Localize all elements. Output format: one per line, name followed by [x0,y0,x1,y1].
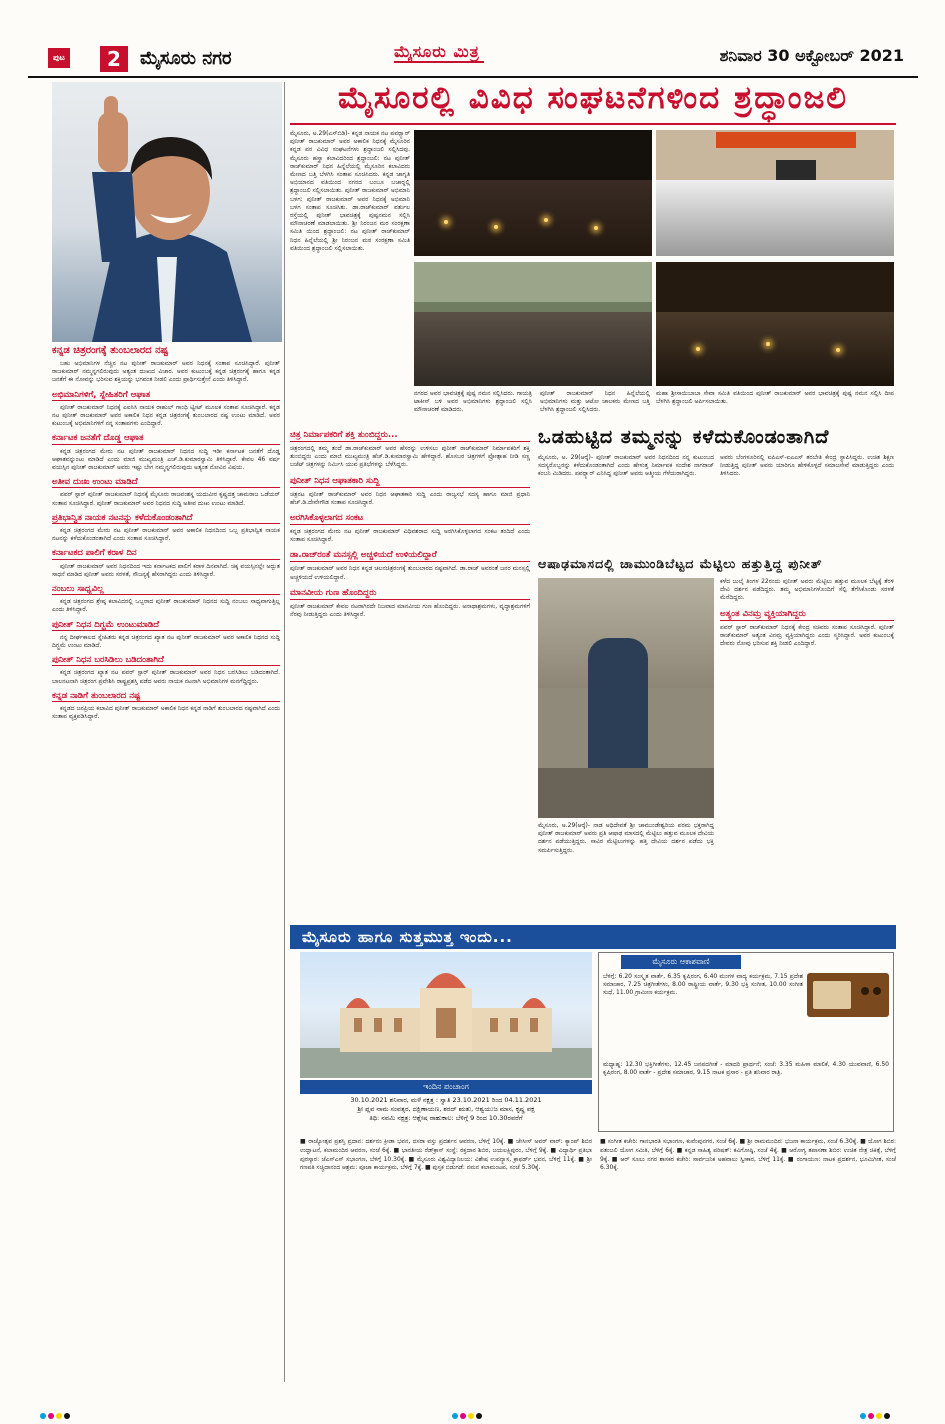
left-section-body: ಕನ್ನಡದ ಜನಪ್ರಿಯ ಕಲಾವಿದ ಪುನೀತ್ ರಾಜಕುಮಾರ್ ಅಕಾಲಿಕ ನಿಧನ ಕನ್ನಡ ನಾಡಿಗೆ ತುಂಬಲಾರದ ನಷ್ಟವಾಗಿದೆ ಎಂದು ಸಂತಾಪ ವ್ಯಕ್ತಪಡಿಸಿದ್ದಾರೆ. [52,705,280,721]
issue-date: ಶನಿವಾರ 30 ಅಕ್ಟೋಬರ್ 2021 [719,46,904,65]
left-section-head: ಅತೀವ ದುಃಖ ಉಂಟು ಮಾಡಿದೆ [52,478,280,488]
mutt-tribute-photo [656,130,894,256]
fans-group-photo [414,262,652,386]
page-number: 2 [100,46,128,72]
radio-afternoon: ಮಧ್ಯಾಹ್ನ: 12.30 ಭಕ್ತಿಗೀತೆಗಳು, 12.45 ಜನಪದಗೀತೆ - ಮಾದರಿ ಪ್ರಾರ್ಥನೆ; ಸಂಜೆ: 3.35 ಮಹಿಳಾ ಮಾಲಿಕೆ, 4.30 ಯುವವಾಣಿ, 6.50 ಕೃಷಿರಂಗ, 8.00 ವಾರ್ತೆ - ಪ್ರದೇಶ ಸಮಾಚಾರ, 9.15 ನಾಟಕ ಪ್ರಸಾರ - ಪ್ರತಿ ಶನಿವಾರ ರಾತ್ರಿ. [603,1061,889,1077]
article-body: ಪುನೀತ್ ರಾಜಕುಮಾರ್ ಅವರ ನಿಧನ ಕನ್ನಡ ಚಲನಚಿತ್ರರಂಗಕ್ಕೆ ತುಂಬಲಾರದ ನಷ್ಟವಾಗಿದೆ. ಡಾ.ರಾಜ್ ಅವರಂತೆ ಜನರ ಮನಸ್ಸಲ್ಲಿ ಅಚ್ಚಳಿಯದೆ ಉಳಿಯಲಿದ್ದಾರೆ. [290,565,530,581]
steps-column [720,578,894,918]
radio-icon [807,973,889,1017]
masthead [28,42,918,76]
photo-caption-mid: ನಗರದ ಅವರ ಭಾವಚಿತ್ರಕ್ಕೆ ಪುಷ್ಪ ನಮನ ಸಲ್ಲಿಸಿದರು. ಗಾಯತ್ರಿ ಟಾಕೀಸ್ ಬಳಿ ಅವರ ಅಭಿಮಾನಿಗಳು ಶ್ರದ್ಧಾಂಜಲಿ ಸಲ್ಲಿಸಿ ಮೌನಾಚರಣೆ ಮಾಡಿದರು. [414,390,532,414]
top-rule [28,76,918,78]
steps-photo [538,578,714,818]
hero-photo [52,82,282,342]
panchanga-line: ತಿಥಿ: ನವಮಿ ನಕ್ಷತ್ರ: ಆಶ್ಲೇಷ ರಾಹುಕಾಲ: ಬೆಳಿಗ್ಗೆ 9 ರಿಂದ 10.30ರವರೆಗೆ [369,1114,523,1122]
article-head: ಪುನೀತ್ ನಿಧನ ಆಘಾತಕಾರಿ ಸುದ್ದಿ [290,476,530,488]
article-head: ಚಿತ್ರ ನಿರ್ಮಾಪಕರಿಗೆ ಶಕ್ತಿ ತುಂಬಿದ್ದರು... [290,430,530,442]
events-listing [300,1138,896,1374]
column-divider [284,82,285,1382]
palace-illustration [300,952,592,1078]
photo-caption-right1: ಪುನೀತ್ ರಾಜಕುಮಾರ್ ನಿಧನ ಹಿನ್ನೆಲೆಯಲ್ಲಿ ಅಭಿಮಾನಿಗಳು ಮತ್ತು ಆಟೋ ಚಾಲಕರು ಮೇಣದ ಬತ್ತಿ ಬೆಳಗಿಸಿ ಶ್ರದ್ಧಾಂಜಲಿ ಸಲ್ಲಿಸಿದರು. [540,390,650,414]
radio-morning: ಬೆಳಿಗ್ಗೆ: 6.20 ಸಂಸ್ಕೃತ ವಾರ್ತೆ, 6.35 ಕೃಷಿರಂಗ, 6.40 ಮಂಗಳ ವಾದ್ಯ ಕರ್ಯಕ್ರಮ, 7.15 ಪ್ರದೇಶ ಸಮಾಚಾರ, 7.25 ಚಿತ್ರಗೀತೆಗಳು, 8.00 ರಾಷ್ಟ್ರೀಯ ವಾರ್ತೆ, 9.30 ಭಕ್ತಿ ಸಂಗೀತ, 10.00 ಸಂಗೀತ ಸುಧೆ, 11.00 ಗ್ರಾಮೀಣ ಕರ್ಯಕ್ರಮ. [603,973,803,997]
section-name: ಮೈಸೂರು ನಗರ [140,48,232,69]
candle-vigil-photo [414,130,652,256]
steps-body: ಕಳೆದ ಜುಲೈ ತಿಂಗಳ 22ರಂದು ಪುನೀತ್ ಅವರು ಮೆಟ್ಟಿಲು ಹತ್ತುವ ಮೂಲಕ ಬೆಟ್ಟಕ್ಕೆ ತೆರಳಿ ದೇವಿ ದರ್ಶನ ಪಡೆದಿದ್ದರು. ತಮ್ಮ ಅಭಿಮಾನಿಗಳೊಂದಿಗೆ ಸೆಲ್ಫಿ ತೆಗೆಸಿಕೊಂಡು ಸರಳತೆ ಮೆರೆದಿದ್ದರು. [720,578,894,602]
article-body: ಚಿತ್ರರಂಗದಲ್ಲಿ ತಮ್ಮ ತಂದೆ ಡಾ.ರಾಜ್‍ಕುಮಾರ್ ಅವರ ಹೆಸರನ್ನು ಉಳಿಸಲು ಪುನೀತ್ ರಾಜ್‍ಕುಮಾರ್ ನಿರ್ಮಾಪಕರಿಗೆ ಶಕ್ತಿ ತುಂಬಿದ್ದರು ಎಂದು ಮಾಜಿ ಮುಖ್ಯಮಂತ್ರಿ ಹೆಚ್.ಡಿ.ಕುಮಾರಸ್ವಾಮಿ ಹೇಳಿದ್ದಾರೆ. ಹೊಸಬರ ಚಿತ್ರಗಳಿಗೆ ಪ್ರೋತ್ಸಾಹ ನೀಡಿ ಸಣ್ಣ ಬಜೆಟ್ ಚಿತ್ರಗಳನ್ನು ನಿರ್ಮಿಸಿ ಯುವ ಪ್ರತಿಭೆಗಳನ್ನು ಬೆಳೆಸಿದ್ದರು. [290,445,530,469]
brother-col2: ಅವರು ಬೆಂಗಳೂರಿನಲ್ಲಿ ಐಪಿಎಸ್-ಐಎಎಸ್ ತರಬೇತಿ ಕೇಂದ್ರ ಸ್ಥಾಪಿಸಿದ್ದರು. ಉಚಿತ ಶಿಕ್ಷಣ ನೀಡುತ್ತಿದ್ದ ಪುನೀತ್ ಅವರು ಯಾರಿಗೂ ಹೇಳಿಕೊಳ್ಳದೆ ಸಮಾಜಸೇವೆ ಮಾಡುತ್ತಿದ್ದರು ಎಂದು ತಿಳಿಸಿದರು. [720,454,894,478]
hero-caption: ಕನ್ನಡ ಚಿತ್ರರಂಗಕ್ಕೆ ತುಂಬಲಾರದ ನಷ್ಟ [52,345,169,356]
left-section-body: ನನ್ನ ದೀರ್ಘಕಾಲದ ಸ್ನೇಹಿತರು ಕನ್ನಡ ಚಿತ್ರರಂಗದ ಖ್ಯಾತ ನಟ ಪುನೀತ್ ರಾಜಕುಮಾರ್ ಅವರ ಅಕಾಲಿಕ ನಿಧನದ ಸುದ್ದಿ ದಿಗ್ಭ್ರಮೆ ಉಂಟು ಮಾಡಿದೆ. [52,633,280,650]
print-reg-marks-right [860,1404,900,1412]
left-section-body: ಪುನೀತ್ ರಾಜಕುಮಾರ್ ನಿಧನಕ್ಕೆ ಎಐಸಿಸಿ ನಾಯಕ ರಾಹುಲ್ ಗಾಂಧಿ ಟ್ವೀಟ್ ಮೂಲಕ ಸಂತಾಪ ಸೂಚಿಸಿದ್ದಾರೆ. ಕನ್ನಡ ನಟ ಪುನೀತ್ ರಾಜಕುಮಾರ್ ಅವರ ಅಕಾಲಿಕ ನಿಧನ ಕನ್ನಡ ಚಿತ್ರರಂಗಕ್ಕೆ ತುಂಬಲಾರದ ನಷ್ಟ ಉಂಟು ಮಾಡಿದೆ. ಅವರ ಕುಟುಂಬಕ್ಕೆ ಅಭಿಮಾನಿಗಳಿಗೆ ನನ್ನ ಸಂತಾಪಗಳು ಎಂದಿದ್ದಾರೆ. [52,403,280,428]
steps-sub-head: ಅತ್ಯಂತ ವಿನಮ್ರ ವ್ಯಕ್ತಿಯಾಗಿದ್ದರು [720,609,894,621]
left-column [52,360,280,722]
events-col2: ■ ಸಂಗೀತ ಕಚೇರಿ: ಗಾನಭಾರತಿ ಸಭಾಂಗಣ, ಕುವೆಂಪುನಗರ, ಸಂಜೆ 6ಕ್ಕೆ. ■ ಶ್ರೀ ರಾಮಮಂದಿರ: ಭಜನಾ ಕಾರ್ಯಕ್ರಮ, ಸಂಜೆ 6.30ಕ್ಕೆ. ■ ಯೋಗ ಶಿಬಿರ: ಪತಂಜಲಿ ಯೋಗ ಸಮಿತಿ, ಬೆಳಿಗ್ಗೆ 6ಕ್ಕೆ. ■ ಕನ್ನಡ ಸಾಹಿತ್ಯ ಪರಿಷತ್: ಕವಿಗೋಷ್ಠಿ, ಸಂಜೆ 4ಕ್ಕೆ. ■ ಆರೋಗ್ಯ ತಪಾಸಣಾ ಶಿಬಿರ: ಉಚಿತ ನೇತ್ರ ಚಿಕಿತ್ಸೆ, ಬೆಳಿಗ್ಗೆ 9ಕ್ಕೆ. ■ ಆರ್ ಸೂಲು ನಗರ ಶಾಸಕರ ಕಚೇರಿ: ಸಾರ್ವಜನಿಕ ಅಹವಾಲು ಸ್ವೀಕಾರ, ಬೆಳಿಗ್ಗೆ 11ಕ್ಕೆ. ■ ರಂಗಾಯಣ: ನಾಟಕ ಪ್ರದರ್ಶನ, ಭೂಮಿಗೀತ, ಸಂಜೆ 6.30ಕ್ಕೆ. [600,1138,896,1172]
portrait-illustration [52,82,282,342]
left-section-body: ಕನ್ನಡ ಚಿತ್ರರಂಗದ ಶ್ರೇಷ್ಠ ಕಲಾವಿದರಲ್ಲಿ ಒಬ್ಬರಾದ ಪುನೀತ್ ರಾಜಕುಮಾರ್ ನಿಧನದ ಸುದ್ದಿ ನಂಬಲು ಸಾಧ್ಯವಾಗುತ್ತಿಲ್ಲ ಎಂದು ತಿಳಿಸಿದ್ದಾರೆ. [52,598,280,614]
left-section-head: ಕರ್ನಾಟಕದ ಪಾಲಿಗೆ ಕರಾಳ ದಿನ [52,549,280,559]
left-section-head: ಅಭಿಮಾನಿಗಳಿಗೆ, ಸ್ನೇಹಿತರಿಗೆ ಆಘಾತ [52,391,280,401]
left-section-body: ಪವರ್ ಸ್ಟಾರ್ ಪುನೀತ್ ರಾಜಕುಮಾರ್ ನಿಧನಕ್ಕೆ ಮೈಸೂರು ರಾಜವಂಶಸ್ಥ ಯದುವೀರ ಕೃಷ್ಣದತ್ತ ಚಾಮರಾಜ ಒಡೆಯರ್ ಸಂತಾಪ ಸೂಚಿಸಿದ್ದಾರೆ. ಪುನೀತ್ ರಾಜಕುಮಾರ್ ಅವರ ನಿಧನದ ಸುದ್ದಿ ಅತೀವ ದುಃಖ ಉಂಟು ಮಾಡಿದೆ. [52,491,280,507]
left-section-body: ಕನ್ನಡ ಚಿತ್ರರಂಗದ ಮೇರು ನಟ ಪುನೀತ್ ರಾಜಕುಮಾರ್ ನಿಧನದ ಸುದ್ದಿ ಇಡೀ ಕರ್ನಾಟಕ ಜನತೆಗೆ ದೊಡ್ಡ ಆಘಾತವನ್ನುಂಟು ಮಾಡಿದೆ ಎಂದು ಮಾಜಿ ಮುಖ್ಯಮಂತ್ರಿ ಎಚ್.ಡಿ.ಕುಮಾರಸ್ವಾಮಿ ತಿಳಿಸಿದ್ದಾರೆ. ಕೇವಲ 46 ವರ್ಷ ವಯಸ್ಸಿನ ಪುನೀತ್ ರಾಜಕುಮಾರ್ ಅವರು ಇಷ್ಟು ಬೇಗ ನಮ್ಮನ್ನಗಲಿರುವುದು ಅತ್ಯಂತ ನೋವಿನ ವಿಷಯ. [52,447,280,472]
left-section-head: ನಂಬಲು ಸಾಧ್ಯವಿಲ್ಲ [52,585,280,595]
mid-articles [290,424,530,920]
steps-headline: ಆಷಾಢಮಾಸದಲ್ಲಿ ಚಾಮುಂಡಿಬೆಟ್ಟದ ಮೆಟ್ಟಿಲು ಹತ್ತುತ್ತಿದ್ದ ಪುನೀತ್ [538,556,823,571]
left-section-body: ಕನ್ನಡ ಚಿತ್ರರಂಗದ ಖ್ಯಾತ ನಟ ಪವರ್ ಸ್ಟಾರ್ ಪುನೀತ್ ರಾಜಕುಮಾರ್ ಅವರ ನಿಧನ ಬರಸಿಡಿಲು ಬಡಿದಂತಾಗಿದೆ. ಬಾಲನಟನಾಗಿ ಚಿತ್ರರಂಗ ಪ್ರವೇಶಿಸಿ ರಾಷ್ಟ್ರಪ್ರಶಸ್ತಿ ಪಡೆದ ಅವರು ನಾಯಕ ನಟನಾಗಿ ಅಭಿಮಾನಿಗಳ ಮನಗೆದ್ದಿದ್ದರು. [52,669,280,685]
left-section-head: ಪುನೀತ್ ನಿಧನ ಬರಸಿಡಿಲು ಬಡಿದಂತಾಗಿದೆ [52,656,280,666]
print-reg-marks-left [40,1404,80,1412]
article-head: ಅರಗಿಸಿಕೊಳ್ಳಲಾಗದ ಸಂಕಟ [290,513,530,525]
article-head: ಡಾ.ರಾಜ್‍ರಂತೆ ಮನಸ್ಸಲ್ಲಿ ಅಚ್ಚಳಿಯದೆ ಉಳಿಯಲಿದ್ದಾರೆ [290,550,530,562]
radio-schedule [598,952,894,1132]
left-section-head: ಕರ್ನಾಟಕ ಜನತೆಗೆ ದೊಡ್ಡ ಆಘಾತ [52,434,280,444]
left-intro: ಬಹು ಅಭಿಮಾನಿಗಳ ನೆಚ್ಚಿನ ನಟ ಪುನೀತ್ ರಾಜಕುಮಾರ್ ಅವರ ನಿಧನಕ್ಕೆ ಸಂತಾಪ ಸೂಚಿಸಿದ್ದಾರೆ. ಪುನೀತ್ ರಾಜಕುಮಾರ್ ನಮ್ಮನ್ನಗಲಿರುವುದು ಅತ್ಯಂತ ದುಃಖದ ವಿಚಾರ. ಅವರ ಕುಟುಂಬಕ್ಕೆ ಕನ್ನಡ ಚಿತ್ರರಂಗಕ್ಕೆ ಹಾಗೂ ಕನ್ನಡ ಜನತೆಗೆ ಈ ನೋವನ್ನು ಭರಿಸುವ ಶಕ್ತಿಯನ್ನು ಭಗವಂತ ನೀಡಲಿ ಎಂದು ಪ್ರಾರ್ಥಿಸುತ್ತೇನೆ ಎಂದು ತಿಳಿಸಿದ್ದಾರೆ. [52,360,280,384]
print-reg-marks-center [452,1404,492,1412]
main-headline: ಮೈಸೂರಲ್ಲಿ ವಿವಿಧ ಸಂಘಟನೆಗಳಿಂದ ಶ್ರದ್ಧಾಂಜಲಿ [337,80,849,116]
left-section-body: ಕನ್ನಡ ಚಿತ್ರರಂಗದ ಮೇರು ನಟ ಪುನೀತ್ ರಾಜಕುಮಾರ್ ಅವರ ಅಕಾಲಿಕ ನಿಧನದಿಂದ ಒಬ್ಬ ಪ್ರತಿಭಾನ್ವಿತ ನಾಯಕ ನಟನನ್ನು ಕಳೆದುಕೊಂಡಂತಾಗಿದೆ ಎಂದು ಸಂತಾಪ ಸೂಚಿಸಿದ್ದಾರೆ. [52,527,280,543]
page-tag: ಪುಟ [48,48,70,68]
brother-headline: ಒಡಹುಟ್ಟಿದ ತಮ್ಮನನ್ನು ಕಳೆದುಕೊಂಡಂತಾಗಿದೆ [538,426,830,448]
panchanga-details [300,1096,592,1134]
article-body: ಕನ್ನಡ ಚಿತ್ರರಂಗದ ಮೇರು ನಟ ಪುನೀತ್ ರಾಜಕುಮಾರ್ ವಿಧಿವಶರಾದ ಸುದ್ದಿ ಅರಗಿಸಿಕೊಳ್ಳಲಾಗದ ಸಂಕಟ ತಂದಿದೆ ಎಂದು ಸಂತಾಪ ಸೂಚಿಸಿದ್ದಾರೆ. [290,528,530,544]
events-col1: ■ ರಾಜ್ಯೋತ್ಸವ ಪ್ರಶಸ್ತಿ ಪ್ರದಾನ: ದರ್ಶನಂ ಕ್ರೀಡಾ ಭವನ, ದಸರಾ ವಸ್ತು ಪ್ರದರ್ಶನ ಆವರಣ, ಬೆಳಿಗ್ಗೆ 10ಕ್ಕೆ. ■ ಜೇಸೀಸ್ ಅವರ್ ವಾರ್: ಕ್ಯಾಂಪ್ ಶಿಬಿರ ಉದ್ಘಾಟನೆ, ಕಲಾಮಂದಿರ ಆವರಣ, ಸಂಜೆ 6ಕ್ಕೆ. ■ ಭಾರತೀಯ ರೆಡ್‍ಕ್ರಾಸ್ ಸಂಸ್ಥೆ: ರಕ್ತದಾನ ಶಿಬಿರ, ಜಯಲಕ್ಷ್ಮಿಪುರಂ, ಬೆಳಿಗ್ಗೆ 9ಕ್ಕೆ. ■ ವಿದ್ಯಾರ್ಥಿ ಪ್ರತಿಭಾ ಪುರಸ್ಕಾರ: ಜೆಎಸ್‍ಎಸ್ ಸಭಾಂಗಣ, ಬೆಳಿಗ್ಗೆ 10.30ಕ್ಕೆ. ■ ಮೈಸೂರು ವಿಶ್ವವಿದ್ಯಾನಿಲಯ: ವಿಶೇಷ ಉಪನ್ಯಾಸ, ಕ್ರಾಫರ್ಡ್ ಭವನ, ಬೆಳಿಗ್ಗೆ 11ಕ್ಕೆ. ■ ಶ್ರೀ ಗಣಪತಿ ಸಚ್ಚಿದಾನಂದ ಆಶ್ರಮ: ಪೂಜಾ ಕಾರ್ಯಕ್ರಮ, ಬೆಳಿಗ್ಗೆ 7ಕ್ಕೆ. ■ ಪುಸ್ತಕ ಬಿಡುಗಡೆ: ನಮನ ಕಲಾಮಂಟಪ, ಸಂಜೆ 5.30ಕ್ಕೆ. [300,1138,592,1172]
panchanga-line: ಶ್ರೀ ಪ್ಲವ ನಾಮ ಸಂವತ್ಸರ, ದಕ್ಷಿಣಾಯಣ, ಶರದ್ ಋತು, ಆಶ್ವಯುಜ ಮಾಸ, ಕೃಷ್ಣ ಪಕ್ಷ [357,1105,535,1113]
headline-rule [290,123,896,125]
steps-photo-caption: ಮೈಸೂರು, ಅ.29(ಆರ್‍ಕೆ)- ನಾಡ ಅಧಿದೇವತೆ ಶ್ರೀ ಚಾಮುಂಡೇಶ್ವರಿಯ ಪರಮ ಭಕ್ತರಾಗಿದ್ದ ಪುನೀತ್ ರಾಜಕುಮಾರ್ ಅವರು ಪ್ರತಿ ಆಷಾಢ ಮಾಸದಲ್ಲಿ ಮೆಟ್ಟಿಲು ಹತ್ತುವ ಮೂಲಕ ದೇವಿಯ ದರ್ಶನ ಪಡೆಯುತ್ತಿದ್ದರು. ಸಾವಿರ ಮೆಟ್ಟಿಲುಗಳನ್ನು ಹತ್ತಿ ದೇವಿಯ ದರ್ಶನ ಪಡೆದು ಭಕ್ತಿ ಸಮರ್ಪಿಸುತ್ತಿದ್ದರು. [538,822,714,854]
temple-candle-photo [656,262,894,386]
left-section-head: ಪುನೀತ್ ನಿಧನ ದಿಗ್ಭ್ರಮೆ ಉಂಟುಮಾಡಿದೆ [52,621,280,631]
photo-caption-right2: ಮಹಾ ಶ್ರೀಸಾಯಿಬಾಬಾ ಸೇವಾ ಸಮಿತಿ ವತಿಯಿಂದ ಪುನೀತ್ ರಾಜಕುಮಾರ್ ಅವರ ಭಾವಚಿತ್ರಕ್ಕೆ ಪುಷ್ಪ ನಮನ ಸಲ್ಲಿಸಿ ದೀಪ ಬೆಳಗಿಸಿ ಶ್ರದ್ಧಾಂಜಲಿ ಅರ್ಪಿಸಲಾಯಿತು. [656,390,894,406]
article-body: ಪುನೀತ್ ರಾಜಕುಮಾರ್ ಕೇವಲ ನಟರಾಗಿರದೇ ನಿಜವಾದ ಮಾನವೀಯ ಗುಣ ಹೊಂದಿದ್ದರು. ಅನಾಥಾಶ್ರಮಗಳು, ವೃದ್ಧಾಶ್ರಮಗಳಿಗೆ ನೆರವು ನೀಡುತ್ತಿದ್ದರು ಎಂದು ತಿಳಿಸಿದ್ದಾರೆ. [290,602,530,619]
radio-title: ಮೈಸೂರು ಆಕಾಶವಾಣಿ [621,955,741,969]
steps-sub-body: ಪವರ್ ಸ್ಟಾರ್ ರಾಜ್‍ಕುಮಾರ್ ನಿಧನಕ್ಕೆ ಕೇಂದ್ರ ಸಚಿವರು ಸಂತಾಪ ಸೂಚಿಸಿದ್ದಾರೆ. ಪುನೀತ್ ರಾಜ್‍ಕುಮಾರ್ ಅತ್ಯಂತ ವಿನಮ್ರ ವ್ಯಕ್ತಿಯಾಗಿದ್ದರು ಎಂದು ಸ್ಮರಿಸಿದ್ದಾರೆ. ಅವರ ಕುಟುಂಬಕ್ಕೆ ದೇವರು ನೋವು ಭರಿಸುವ ಶಕ್ತಿ ನೀಡಲಿ ಎಂದಿದ್ದಾರೆ. [720,623,894,648]
paper-underline [394,61,484,63]
panchanga-line: 30.10.2021 ಶನಿವಾರ, ಮಳೆ ನಕ್ಷತ್ರ : ಸ್ವಾತಿ 23.10.2021 ರಿಂದ 04.11.2021 [350,1096,542,1104]
today-banner: ಮೈಸೂರು ಹಾಗೂ ಸುತ್ತಮುತ್ತ ಇಂದು... [290,925,896,949]
lead-article: ಮೈಸೂರು, ಅ.29(ಎಸ್‍ಬಿಡಿ)- ಕನ್ನಡ ನಾಯಕ ನಟ ಪವರ್‍ಸ್ಟಾರ್ ಪುನೀತ್ ರಾಜಕುಮಾರ್ ಅವರ ಅಕಾಲಿಕ ನಿಧನಕ್ಕೆ ಮೈಸೂರಿನ ಕನ್ನಡ ಪರ ವಿವಿಧ ಸಂಘಟನೆಗಳು ಶ್ರದ್ಧಾಂಜಲಿ ಸಲ್ಲಿಸಿದವು. ಮೈಸೂರು ಹಸ್ತ್ರಾ ಕಲಾವಿದರಿಂದ ಶ್ರದ್ಧಾಂಜಲಿ: ನಟ ಪುನೀತ್ ರಾಜ್‍ಕುಮಾರ್ ನಿಧನ ಹಿನ್ನೆಲೆಯಲ್ಲಿ ಮೈಸೂರಿನ ಕಲಾವಿದರು ಮೇಣದ ಬತ್ತಿ ಬೆಳಗಿಸಿ ಸಂತಾಪ ಸೂಚಿಸಿದರು. ಕನ್ನಡ ಜಾಗೃತಿ ಅಭಿಯಾನದ ವತಿಯಿಂದ ನಗರದ ಬಂಬೂ ಬಜಾರ್‍ನಲ್ಲಿ ಶ್ರದ್ಧಾಂಜಲಿ ಸಲ್ಲಿಸಲಾಯಿತು. ಪುನೀತ್ ರಾಜಕುಮಾರ್ ಅಭಿಮಾನಿ ಬಳಗ: ಪುನೀತ್ ರಾಜಕುಮಾರ್ ಅವರ ನಿಧನಕ್ಕೆ ಅಭಿಮಾನಿ ಬಳಗ ಸಂತಾಪ ಸೂಚಿಸಿತು. ಡಾ.ರಾಜ್‍ಕುಮಾರ್ ವರ್ತುಲ ರಸ್ತೆಯಲ್ಲಿ ಪುನೀತ್ ಭಾವಚಿತ್ರಕ್ಕೆ ಪುಷ್ಪನಮನ ಸಲ್ಲಿಸಿ ಮೌನಾಚರಣೆ ಮಾಡಲಾಯಿತು. ಶ್ರೀ ನಿರಂಜನ ಮಠ ಸಂರಕ್ಷಣಾ ಸಮಿತಿ ಯಿಂದ ಶ್ರದ್ಧಾಂಜಲಿ: ನಟ ಪುನೀತ್ ರಾಜ್‍ಕುಮಾರ್ ನಿಧನ ಹಿನ್ನೆಲೆಯಲ್ಲಿ ಶ್ರೀ ನಿರಂಜನ ಮಠ ಸಂರಕ್ಷಣಾ ಸಮಿತಿ ವತಿಯಿಂದ ಶ್ರದ್ಧಾಂಜಲಿ ಸಲ್ಲಿಸಲಾಯಿತು. [290,130,410,252]
brother-col1: ಮೈಸೂರು, ಅ. 29(ಆರ್‍ಕೆ)- ಪುನೀತ್ ರಾಜಕುಮಾರ್ ಅವರ ನಿಧನದಿಂದ ನನ್ನ ಕುಟುಂಬದ ಸದಸ್ಯರೊಬ್ಬರನ್ನು ಕಳೆದುಕೊಂಡಂತಾಗಿದೆ ಎಂದು ಹೇಳುತ್ತ ನಿರ್ಮಾಪಕ ಸಂದೇಶ ನಾಗರಾಜ್ ಕಂಬನಿ ಮಿಡಿದರು. ಪವರ್‍ಸ್ಟಾರ್ ಎನಿಸಿದ್ದ ಪುನೀತ್ ಅವರು ಆತ್ಮೀಯ ಗೆಳೆಯರಾಗಿದ್ದರು. [538,454,714,478]
panchanga-title: ಇಂದಿನ ಪಂಚಾಂಗ [300,1080,592,1094]
paper-name: ಮೈಸೂರು ಮಿತ್ರ [394,42,480,61]
left-section-head: ಪ್ರತಿಭಾನ್ವಿತ ನಾಯಕ ನಟನನ್ನು ಕಳೆದುಕೊಂಡಂತಾಗಿದೆ [52,514,280,524]
left-section-body: ಪುನೀತ್ ರಾಜಕುಮಾರ್ ಅವರ ನಿಧನದಿಂದ ಇದು ಕರ್ನಾಟಕದ ಪಾಲಿಗೆ ಕರಾಳ ದಿನವಾಗಿದೆ. ಚಿಕ್ಕ ವಯಸ್ಸಿನಲ್ಲೇ ಅದ್ಭುತ ಸಾಧನೆ ಮಾಡಿದ ಪುನೀತ್ ಅವರು ಸರಳತೆ, ಸೌಜನ್ಯಕ್ಕೆ ಹೆಸರಾಗಿದ್ದರು ಎಂದು ತಿಳಿಸಿದ್ದಾರೆ. [52,562,280,578]
article-head: ಮಾನವೀಯ ಗುಣ ಹೊಂದಿದ್ದರು [290,588,530,600]
left-section-head: ಕನ್ನಡ ನಾಡಿಗೆ ತುಂಬಲಾರದ ನಷ್ಟ [52,692,280,702]
article-body: ಚಿತ್ರನಟ ಪುನೀತ್ ರಾಜ್‍ಕುಮಾರ್ ಅವರ ನಿಧನ ಆಘಾತಕಾರಿ ಸುದ್ದಿ ಎಂದು ರಾಜ್ಯಸಭೆ ಸದಸ್ಯ ಹಾಗೂ ಮಾಜಿ ಪ್ರಧಾನಿ ಹೆಚ್.ಡಿ.ದೇವೇಗೌಡ ಸಂತಾಪ ಸೂಚಿಸಿದ್ದಾರೆ. [290,490,530,506]
palace-photo [300,952,592,1078]
